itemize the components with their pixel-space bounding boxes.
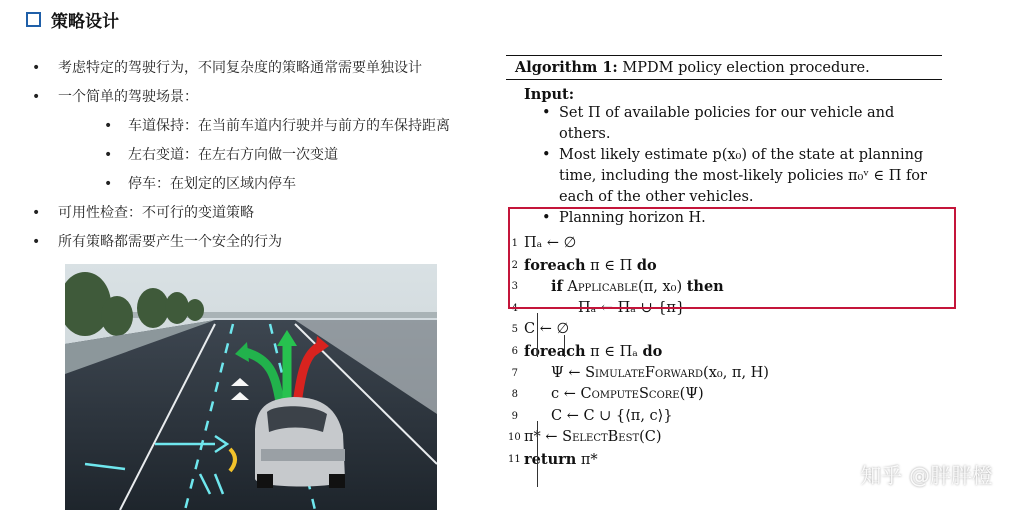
car-icon: [255, 397, 345, 488]
sub-bullet-item: • 车道保持：在当前车道内行驶并与前方的车保持距离: [32, 112, 492, 141]
algorithm-line: [506, 341, 942, 363]
algorithm-line: [506, 384, 942, 406]
algorithm-caption: [506, 56, 942, 80]
line-text: Ψ ←: [551, 364, 586, 381]
line-number: 1: [511, 238, 518, 249]
line-number: 5: [511, 324, 518, 336]
function-name: SelectBest: [562, 429, 640, 446]
algorithm-title: MPDM policy election procedure.: [622, 60, 870, 76]
highlight-box: [508, 207, 956, 309]
keyword: foreach: [524, 256, 586, 274]
line-text: (x₀, π, H): [703, 364, 769, 381]
sub-bullet-item: • 左右变道：在左右方向做一次变道: [32, 141, 492, 170]
function-name: ComputeScore: [580, 386, 680, 403]
keyword: then: [686, 278, 724, 296]
algorithm-line: [506, 406, 942, 428]
square-bullet-icon: [26, 12, 41, 27]
line-number: 10: [508, 432, 521, 444]
line-code: [524, 427, 662, 449]
function-name: SimulateForward: [585, 364, 704, 381]
line-text: C ← C ∪ {⟨π, c⟩}: [551, 407, 673, 424]
line-text: π ∈ Π: [585, 257, 637, 274]
line-number: 6: [511, 345, 518, 357]
bullet-item: • 可用性检查：不可行的变道策略: [32, 199, 492, 228]
line-number: 9: [511, 410, 518, 422]
slide-title-bar: [26, 6, 119, 32]
line-text: (π, x₀): [638, 279, 687, 296]
bullet-item: • 考虑特定的驾驶行为，不同复杂度的策略通常需要单独设计: [32, 54, 492, 83]
algorithm-line: [506, 363, 942, 385]
line-number: 11: [508, 453, 521, 465]
line-code: [551, 363, 769, 385]
bullet-item: • 所有策略都需要产生一个安全的行为: [32, 228, 492, 257]
line-number: 8: [511, 389, 518, 401]
line-text: π*: [576, 451, 598, 468]
line-text: (Ψ): [679, 386, 704, 403]
function-name: Applicable: [567, 279, 639, 296]
block-bar: [537, 421, 538, 487]
input-item: • Planning horizon H.: [559, 208, 942, 229]
input-item: • Set Π of available policies for our vehicle and others.: [559, 103, 942, 145]
block-bar: [564, 335, 565, 357]
algorithm-line: [506, 319, 942, 341]
block-bar: [537, 313, 538, 357]
bullet-item: • 一个简单的驾驶场景：: [32, 83, 492, 112]
input-heading: Input:: [524, 86, 575, 103]
line-number: 3: [511, 281, 518, 293]
line-code: [551, 384, 704, 406]
line-text: π* ←: [524, 429, 563, 446]
keyword: do: [636, 256, 657, 274]
line-number: 7: [511, 367, 518, 379]
line-number: 4: [511, 302, 518, 314]
line-text: c ←: [551, 386, 581, 403]
line-number: 2: [511, 259, 518, 271]
algorithm-line: [506, 427, 942, 449]
line-text: (C): [639, 429, 662, 446]
driving-scene-illustration: [65, 264, 437, 510]
keyword: do: [642, 342, 663, 360]
input-item: • Most likely estimate p(x₀) of the state at planning time, including the most-likely policies π₀ᵛ ∈ Π for each of the other vehicles.: [559, 145, 942, 208]
keyword: return: [524, 450, 577, 468]
slide-title: 策略设计: [51, 11, 119, 32]
line-text: C ← ∅: [524, 321, 570, 338]
bullet-list: [32, 54, 492, 257]
line-text: Πₐ ← Πₐ ∪ {π}: [578, 299, 686, 316]
line-code: [551, 406, 673, 428]
line-text: Πₐ ← ∅: [524, 235, 577, 251]
line-code: [524, 319, 569, 341]
keyword: foreach: [524, 342, 586, 360]
line-code: [524, 449, 598, 472]
watermark: 知乎 @胖胖橙: [860, 464, 993, 488]
sub-bullet-item: • 停车：在划定的区域内停车: [32, 170, 492, 199]
keyword: if: [551, 278, 563, 296]
algorithm-label: Algorithm 1:: [515, 59, 618, 76]
line-text: π ∈ Πₐ: [585, 343, 643, 360]
line-code: [524, 341, 662, 364]
